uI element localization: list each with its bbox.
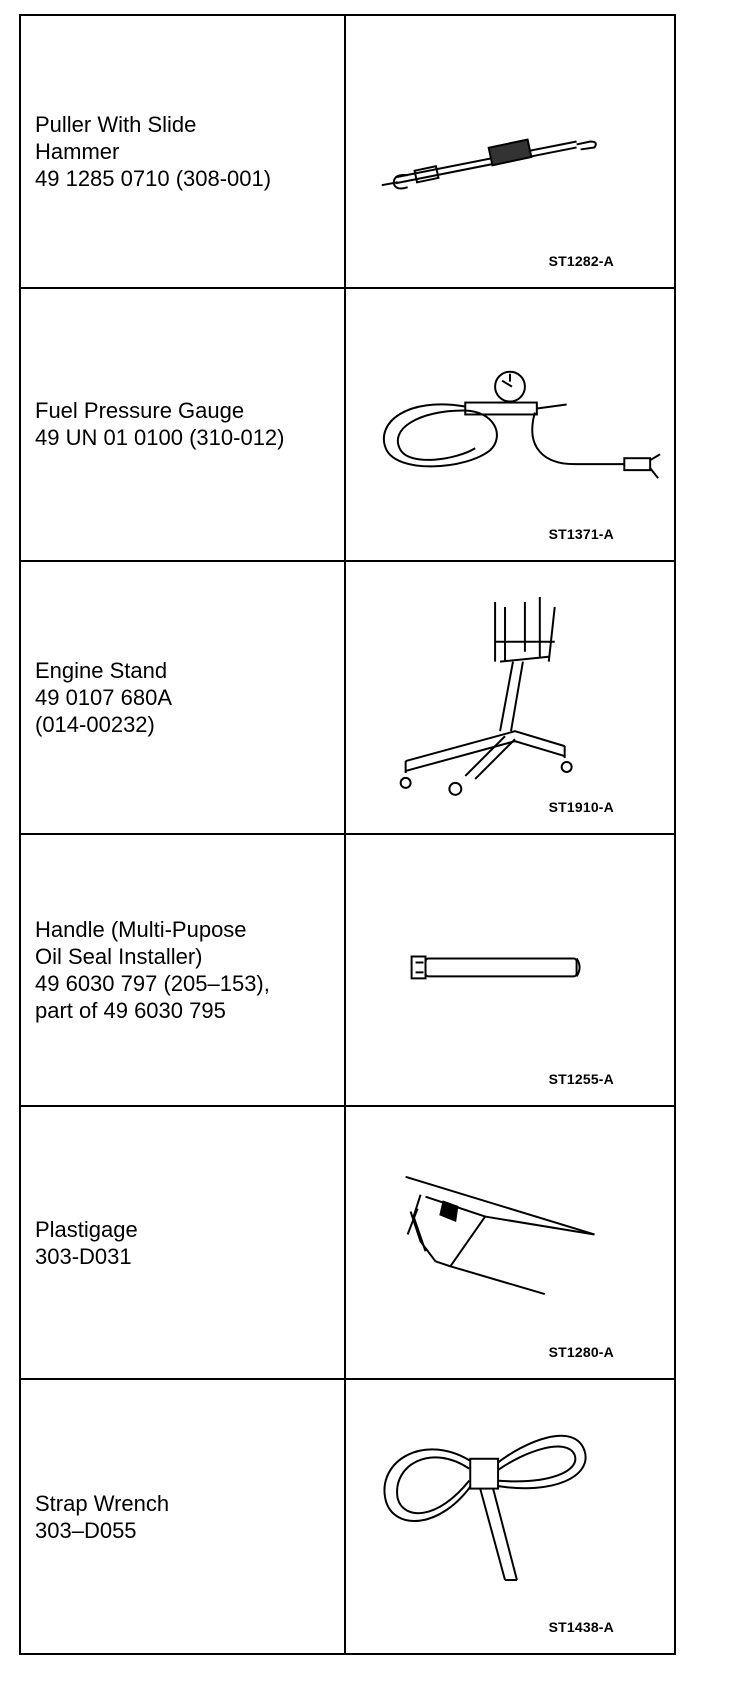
illustration-code: ST1371-A <box>548 525 614 542</box>
tool-number-line: part of 49 6030 795 <box>35 997 226 1023</box>
tool-number-line: 49 UN 01 0100 (310-012) <box>35 425 285 451</box>
handle-tool-icon <box>346 835 674 1106</box>
tool-illustration-cell <box>346 289 674 562</box>
tool-number-line: 49 0107 680A <box>35 684 173 710</box>
tool-name-line: Fuel Pressure Gauge <box>35 398 245 424</box>
tool-name-line: Oil Seal Installer) <box>35 943 203 969</box>
tool-description <box>21 562 346 835</box>
fuel-pressure-gauge-icon <box>346 289 674 560</box>
tool-illustration-cell <box>346 562 674 835</box>
tool-description <box>21 289 346 562</box>
tool-name-line: Plastigage <box>35 1216 138 1242</box>
illustration-code: ST1438-A <box>548 1619 614 1635</box>
tool-description <box>21 1107 346 1380</box>
tool-number-line: (014-00232) <box>35 711 155 737</box>
tool-number-line: 49 6030 797 (205–153), <box>35 970 270 996</box>
illustration-code: ST1280-A <box>548 1344 614 1361</box>
tool-illustration-cell <box>346 835 674 1108</box>
strap-wrench-icon <box>346 1380 674 1653</box>
tool-illustration-cell <box>346 1107 674 1380</box>
tool-name-line: Strap Wrench <box>35 1490 170 1516</box>
tool-description <box>21 16 346 289</box>
illustration-code: ST1282-A <box>548 252 614 269</box>
illustration-code: ST1255-A <box>548 1071 614 1088</box>
tool-name-line: Puller With Slide <box>35 111 197 137</box>
illustration-code: ST1910-A <box>548 798 614 815</box>
plastigage-icon <box>346 1107 674 1378</box>
tool-description <box>21 1380 346 1653</box>
tool-name-line: Engine Stand <box>35 657 168 683</box>
tool-name-line: Hammer <box>35 138 120 164</box>
tool-number-line: 49 1285 0710 (308-001) <box>35 165 272 191</box>
engine-stand-icon <box>346 562 674 833</box>
tool-illustration-cell <box>346 16 674 289</box>
special-tools-table <box>19 14 676 1655</box>
tool-number-line: 303-D031 <box>35 1243 132 1269</box>
slide-hammer-puller-icon <box>346 16 674 287</box>
tool-illustration-cell <box>346 1380 674 1653</box>
tool-number-line: 303–D055 <box>35 1517 137 1543</box>
tool-name-line: Handle (Multi-Pupose <box>35 916 247 942</box>
tool-description <box>21 835 346 1108</box>
